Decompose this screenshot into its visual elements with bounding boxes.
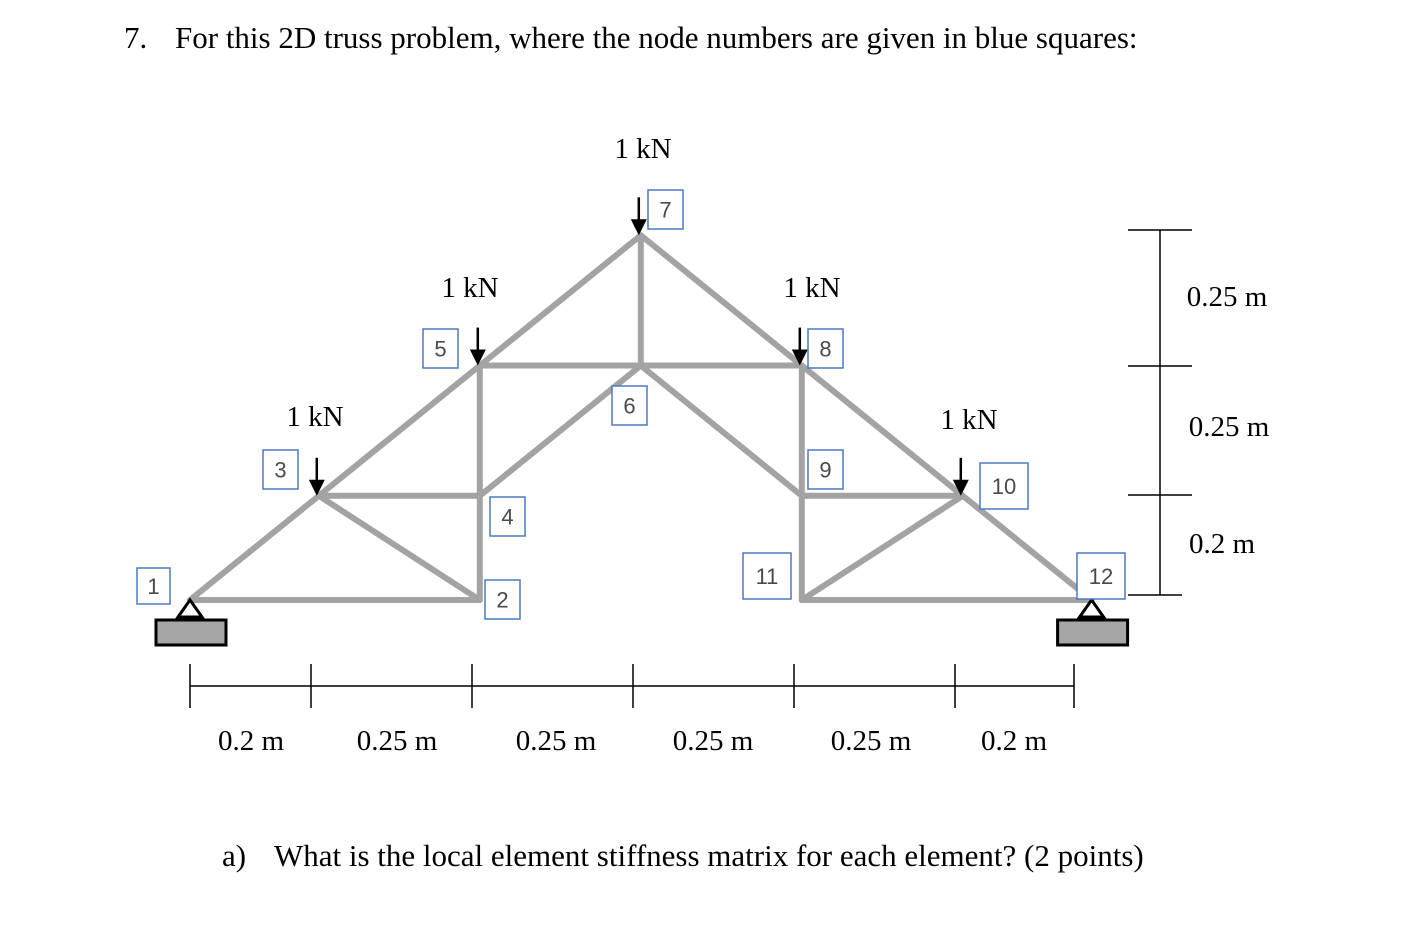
question-number: 7. — [124, 20, 148, 55]
member-1-3 — [190, 496, 319, 600]
horizontal-dimension-label-3: 0.25 m — [515, 725, 597, 757]
node-number-5: 5 — [434, 336, 447, 362]
load-label-8: 1 kN — [783, 272, 841, 304]
node-number-10: 10 — [991, 474, 1017, 499]
node-number-11: 11 — [755, 564, 779, 589]
node-number-12: 12 — [1088, 564, 1114, 589]
node-number-1: 1 — [147, 574, 160, 599]
member-11-10 — [802, 496, 963, 600]
vertical-dimension-label-1: 0.25 m — [1186, 281, 1268, 313]
load-label-3: 1 kN — [286, 401, 344, 433]
node-number-7: 7 — [659, 197, 672, 223]
vertical-dimension-label-2: 0.25 m — [1188, 411, 1270, 443]
member-3-2 — [319, 496, 480, 600]
load-arrow-head-7 — [631, 219, 647, 235]
support-block-1 — [156, 620, 226, 645]
member-10-12 — [963, 496, 1092, 600]
horizontal-dimension-label-4: 0.25 m — [672, 725, 754, 757]
member-5-7 — [480, 235, 641, 365]
horizontal-dimension-label-1: 0.2 m — [217, 725, 285, 757]
member-6-9 — [641, 366, 802, 496]
subquestion-text: What is the local element stiffness matrix for each element? (2 points) — [274, 838, 1144, 873]
question-text: For this 2D truss problem, where the node numbers are given in blue squares: — [175, 20, 1138, 55]
node-number-9: 9 — [819, 457, 832, 483]
horizontal-dimension-label-5: 0.25 m — [830, 725, 912, 757]
node-number-4: 4 — [501, 504, 514, 530]
member-4-6 — [480, 366, 641, 496]
subquestion-letter: a) — [222, 838, 247, 873]
vertical-dimension-label-3: 0.2 m — [1188, 528, 1256, 560]
horizontal-dimension-label-2: 0.25 m — [356, 725, 438, 757]
load-label-10: 1 kN — [940, 404, 998, 436]
supports — [156, 600, 1128, 645]
support-block-12 — [1058, 620, 1128, 645]
load-label-5: 1 kN — [441, 272, 499, 304]
node-number-2: 2 — [496, 587, 509, 613]
load-label-7: 1 kN — [614, 133, 672, 165]
member-7-8 — [641, 235, 802, 365]
node-number-8: 8 — [819, 336, 832, 362]
node-number-6: 6 — [623, 393, 636, 419]
horizontal-dimension-label-6: 0.2 m — [980, 725, 1048, 757]
node-number-3: 3 — [274, 457, 287, 483]
